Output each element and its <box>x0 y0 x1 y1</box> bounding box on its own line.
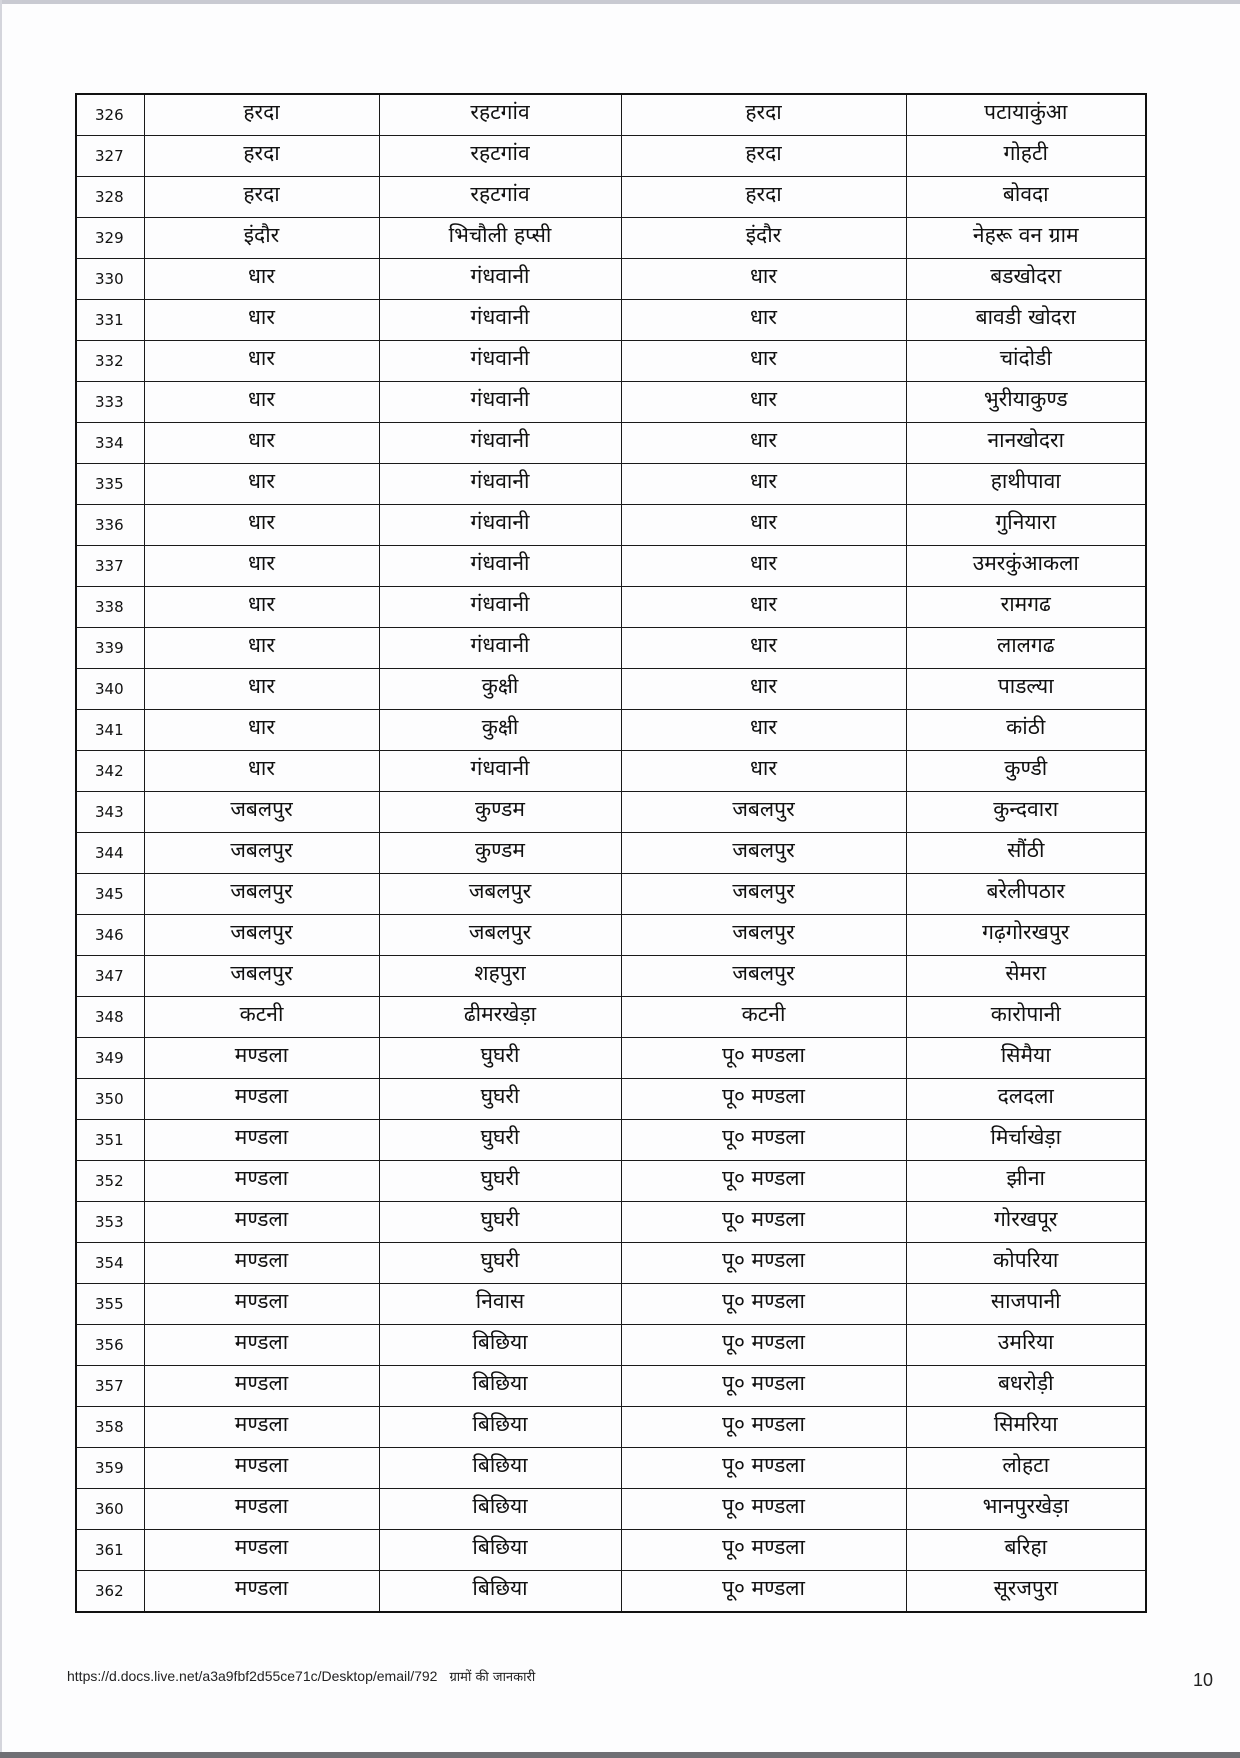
district-cell: मण्डला <box>144 1571 379 1613</box>
serial-number-cell: 335 <box>76 464 144 505</box>
table-row <box>76 1448 1146 1489</box>
village-cell: गोरखपूर <box>906 1202 1146 1243</box>
village-cell: सिमैया <box>906 1038 1146 1079</box>
district-cell: मण्डला <box>144 1284 379 1325</box>
block-cell: घुघरी <box>379 1079 621 1120</box>
table-row <box>76 587 1146 628</box>
table-row <box>76 1366 1146 1407</box>
district-cell: धार <box>144 710 379 751</box>
serial-number-cell: 354 <box>76 1243 144 1284</box>
serial-number-cell: 338 <box>76 587 144 628</box>
table-row <box>76 1079 1146 1120</box>
division-cell: धार <box>621 587 906 628</box>
division-cell: पू० मण्डला <box>621 1489 906 1530</box>
serial-number-cell: 361 <box>76 1530 144 1571</box>
scan-edge-left <box>0 0 2 1758</box>
table-row <box>76 505 1146 546</box>
district-cell: धार <box>144 464 379 505</box>
table-row <box>76 1284 1146 1325</box>
district-cell: धार <box>144 546 379 587</box>
division-cell: पू० मण्डला <box>621 1325 906 1366</box>
division-cell: धार <box>621 464 906 505</box>
division-cell: पू० मण्डला <box>621 1571 906 1613</box>
page-number: 10 <box>1193 1670 1214 1690</box>
serial-number-cell: 331 <box>76 300 144 341</box>
district-cell: मण्डला <box>144 1530 379 1571</box>
village-cell: बावडी खोदरा <box>906 300 1146 341</box>
serial-number-cell: 357 <box>76 1366 144 1407</box>
division-cell: धार <box>621 259 906 300</box>
village-cell: उमरिया <box>906 1325 1146 1366</box>
block-cell: घुघरी <box>379 1161 621 1202</box>
serial-number-cell: 356 <box>76 1325 144 1366</box>
division-cell: जबलपुर <box>621 833 906 874</box>
block-cell: बिछिया <box>379 1571 621 1613</box>
district-cell: हरदा <box>144 136 379 177</box>
district-cell: मण्डला <box>144 1202 379 1243</box>
village-cell: बोवदा <box>906 177 1146 218</box>
scan-edge-top <box>0 0 1240 4</box>
serial-number-cell: 329 <box>76 218 144 259</box>
block-cell: घुघरी <box>379 1120 621 1161</box>
division-cell: पू० मण्डला <box>621 1366 906 1407</box>
table-row <box>76 751 1146 792</box>
division-cell: हरदा <box>621 94 906 136</box>
district-cell: धार <box>144 423 379 464</box>
table-row <box>76 1202 1146 1243</box>
district-cell: मण्डला <box>144 1243 379 1284</box>
villages-table <box>75 93 1147 1613</box>
district-cell: धार <box>144 300 379 341</box>
serial-number-cell: 346 <box>76 915 144 956</box>
division-cell: जबलपुर <box>621 915 906 956</box>
footer-doc-title: ग्रामों की जानकारी <box>449 1670 536 1685</box>
division-cell: हरदा <box>621 136 906 177</box>
village-cell: सूरजपुरा <box>906 1571 1146 1613</box>
village-cell: पटायाकुंआ <box>906 94 1146 136</box>
table-row <box>76 1038 1146 1079</box>
block-cell: गंधवानी <box>379 259 621 300</box>
district-cell: इंदौर <box>144 218 379 259</box>
district-cell: धार <box>144 628 379 669</box>
district-cell: धार <box>144 382 379 423</box>
block-cell: बिछिया <box>379 1325 621 1366</box>
village-cell: चांदोडी <box>906 341 1146 382</box>
block-cell: कुक्षी <box>379 710 621 751</box>
district-cell: मण्डला <box>144 1038 379 1079</box>
district-cell: धार <box>144 669 379 710</box>
division-cell: जबलपुर <box>621 874 906 915</box>
block-cell: घुघरी <box>379 1202 621 1243</box>
village-cell: भानपुरखेड़ा <box>906 1489 1146 1530</box>
table-row <box>76 628 1146 669</box>
block-cell: गंधवानी <box>379 341 621 382</box>
district-cell: मण्डला <box>144 1366 379 1407</box>
table-row <box>76 1325 1146 1366</box>
division-cell: कटनी <box>621 997 906 1038</box>
district-cell: जबलपुर <box>144 915 379 956</box>
serial-number-cell: 362 <box>76 1571 144 1613</box>
serial-number-cell: 342 <box>76 751 144 792</box>
block-cell: बिछिया <box>379 1448 621 1489</box>
division-cell: धार <box>621 628 906 669</box>
village-cell: सेमरा <box>906 956 1146 997</box>
serial-number-cell: 345 <box>76 874 144 915</box>
block-cell: भिचौली हप्सी <box>379 218 621 259</box>
table-row <box>76 136 1146 177</box>
block-cell: बिछिया <box>379 1407 621 1448</box>
district-cell: कटनी <box>144 997 379 1038</box>
village-cell: गढ़गोरखपुर <box>906 915 1146 956</box>
table-row <box>76 874 1146 915</box>
division-cell: हरदा <box>621 177 906 218</box>
serial-number-cell: 347 <box>76 956 144 997</box>
village-cell: बडखोदरा <box>906 259 1146 300</box>
district-cell: जबलपुर <box>144 833 379 874</box>
village-cell: दलदला <box>906 1079 1146 1120</box>
table-row <box>76 1243 1146 1284</box>
district-cell: हरदा <box>144 177 379 218</box>
division-cell: इंदौर <box>621 218 906 259</box>
block-cell: रहटगांव <box>379 94 621 136</box>
village-cell: कुण्डी <box>906 751 1146 792</box>
block-cell: गंधवानी <box>379 300 621 341</box>
serial-number-cell: 358 <box>76 1407 144 1448</box>
village-cell: भुरीयाकुण्ड <box>906 382 1146 423</box>
village-cell: झीना <box>906 1161 1146 1202</box>
serial-number-cell: 359 <box>76 1448 144 1489</box>
district-cell: मण्डला <box>144 1079 379 1120</box>
table-row <box>76 1530 1146 1571</box>
district-cell: मण्डला <box>144 1161 379 1202</box>
table-row <box>76 546 1146 587</box>
block-cell: घुघरी <box>379 1243 621 1284</box>
serial-number-cell: 332 <box>76 341 144 382</box>
village-cell: लालगढ <box>906 628 1146 669</box>
block-cell: गंधवानी <box>379 546 621 587</box>
serial-number-cell: 343 <box>76 792 144 833</box>
block-cell: रहटगांव <box>379 177 621 218</box>
division-cell: जबलपुर <box>621 956 906 997</box>
block-cell: शहपुरा <box>379 956 621 997</box>
footer-url: https://d.docs.live.net/a3a9fbf2d55ce71c/Desktop/email/792 <box>67 1668 438 1684</box>
division-cell: पू० मण्डला <box>621 1161 906 1202</box>
table-row <box>76 669 1146 710</box>
division-cell: धार <box>621 546 906 587</box>
block-cell: बिछिया <box>379 1530 621 1571</box>
table-row <box>76 218 1146 259</box>
district-cell: जबलपुर <box>144 874 379 915</box>
table-row <box>76 259 1146 300</box>
serial-number-cell: 341 <box>76 710 144 751</box>
table-row <box>76 464 1146 505</box>
table-row <box>76 1407 1146 1448</box>
village-cell: गुनियारा <box>906 505 1146 546</box>
serial-number-cell: 339 <box>76 628 144 669</box>
village-cell: पाडल्या <box>906 669 1146 710</box>
block-cell: गंधवानी <box>379 505 621 546</box>
block-cell: बिछिया <box>379 1366 621 1407</box>
district-cell: धार <box>144 505 379 546</box>
village-cell: सौंठी <box>906 833 1146 874</box>
serial-number-cell: 333 <box>76 382 144 423</box>
village-cell: उमरकुंआकला <box>906 546 1146 587</box>
table-row <box>76 300 1146 341</box>
table-row <box>76 1120 1146 1161</box>
serial-number-cell: 352 <box>76 1161 144 1202</box>
table-row <box>76 382 1146 423</box>
block-cell: गंधवानी <box>379 628 621 669</box>
division-cell: धार <box>621 423 906 464</box>
block-cell: कुण्डम <box>379 833 621 874</box>
district-cell: जबलपुर <box>144 956 379 997</box>
table-row <box>76 833 1146 874</box>
serial-number-cell: 353 <box>76 1202 144 1243</box>
district-cell: धार <box>144 751 379 792</box>
division-cell: धार <box>621 669 906 710</box>
serial-number-cell: 330 <box>76 259 144 300</box>
district-cell: धार <box>144 259 379 300</box>
block-cell: घुघरी <box>379 1038 621 1079</box>
division-cell: धार <box>621 382 906 423</box>
division-cell: धार <box>621 751 906 792</box>
table-row <box>76 997 1146 1038</box>
village-cell: बरिहा <box>906 1530 1146 1571</box>
serial-number-cell: 334 <box>76 423 144 464</box>
block-cell: गंधवानी <box>379 464 621 505</box>
district-cell: मण्डला <box>144 1325 379 1366</box>
district-cell: जबलपुर <box>144 792 379 833</box>
block-cell: गंधवानी <box>379 751 621 792</box>
serial-number-cell: 351 <box>76 1120 144 1161</box>
table-row <box>76 341 1146 382</box>
table-row <box>76 1161 1146 1202</box>
district-cell: हरदा <box>144 94 379 136</box>
block-cell: गंधवानी <box>379 423 621 464</box>
block-cell: जबलपुर <box>379 874 621 915</box>
serial-number-cell: 344 <box>76 833 144 874</box>
division-cell: पू० मण्डला <box>621 1284 906 1325</box>
block-cell: कुण्डम <box>379 792 621 833</box>
block-cell: रहटगांव <box>379 136 621 177</box>
serial-number-cell: 350 <box>76 1079 144 1120</box>
village-cell: रामगढ <box>906 587 1146 628</box>
division-cell: पू० मण्डला <box>621 1202 906 1243</box>
serial-number-cell: 355 <box>76 1284 144 1325</box>
village-cell: कांठी <box>906 710 1146 751</box>
serial-number-cell: 348 <box>76 997 144 1038</box>
division-cell: पू० मण्डला <box>621 1448 906 1489</box>
block-cell: गंधवानी <box>379 382 621 423</box>
village-cell: बरेलीपठार <box>906 874 1146 915</box>
village-cell: साजपानी <box>906 1284 1146 1325</box>
table-row <box>76 915 1146 956</box>
village-cell: कारोपानी <box>906 997 1146 1038</box>
block-cell: गंधवानी <box>379 587 621 628</box>
village-cell: लोहटा <box>906 1448 1146 1489</box>
serial-number-cell: 340 <box>76 669 144 710</box>
village-cell: सिमरिया <box>906 1407 1146 1448</box>
village-cell: मिर्चाखेड़ा <box>906 1120 1146 1161</box>
block-cell: कुक्षी <box>379 669 621 710</box>
block-cell: जबलपुर <box>379 915 621 956</box>
district-cell: धार <box>144 587 379 628</box>
division-cell: पू० मण्डला <box>621 1243 906 1284</box>
table-row <box>76 1571 1146 1613</box>
villages-table-body <box>76 94 1146 1612</box>
table-row <box>76 94 1146 136</box>
village-cell: नानखोदरा <box>906 423 1146 464</box>
block-cell: बिछिया <box>379 1489 621 1530</box>
serial-number-cell: 328 <box>76 177 144 218</box>
village-cell: गोहटी <box>906 136 1146 177</box>
division-cell: धार <box>621 710 906 751</box>
division-cell: धार <box>621 300 906 341</box>
table-row <box>76 792 1146 833</box>
serial-number-cell: 349 <box>76 1038 144 1079</box>
serial-number-cell: 337 <box>76 546 144 587</box>
block-cell: निवास <box>379 1284 621 1325</box>
district-cell: मण्डला <box>144 1120 379 1161</box>
division-cell: धार <box>621 505 906 546</box>
table-row <box>76 1489 1146 1530</box>
division-cell: जबलपुर <box>621 792 906 833</box>
table-row <box>76 710 1146 751</box>
division-cell: पू० मण्डला <box>621 1038 906 1079</box>
block-cell: ढीमरखेड़ा <box>379 997 621 1038</box>
district-cell: मण्डला <box>144 1407 379 1448</box>
serial-number-cell: 360 <box>76 1489 144 1530</box>
district-cell: मण्डला <box>144 1448 379 1489</box>
serial-number-cell: 327 <box>76 136 144 177</box>
scan-edge-bottom <box>0 1752 1240 1758</box>
village-cell: नेहरू वन ग्राम <box>906 218 1146 259</box>
district-cell: मण्डला <box>144 1489 379 1530</box>
serial-number-cell: 326 <box>76 94 144 136</box>
serial-number-cell: 336 <box>76 505 144 546</box>
footer <box>67 1667 535 1685</box>
table-row <box>76 423 1146 464</box>
village-cell: हाथीपावा <box>906 464 1146 505</box>
division-cell: पू० मण्डला <box>621 1120 906 1161</box>
division-cell: पू० मण्डला <box>621 1079 906 1120</box>
table-row <box>76 956 1146 997</box>
village-cell: कुन्दवारा <box>906 792 1146 833</box>
division-cell: पू० मण्डला <box>621 1407 906 1448</box>
village-cell: बधरोड़ी <box>906 1366 1146 1407</box>
table-row <box>76 177 1146 218</box>
division-cell: पू० मण्डला <box>621 1530 906 1571</box>
district-cell: धार <box>144 341 379 382</box>
village-cell: कोपरिया <box>906 1243 1146 1284</box>
division-cell: धार <box>621 341 906 382</box>
